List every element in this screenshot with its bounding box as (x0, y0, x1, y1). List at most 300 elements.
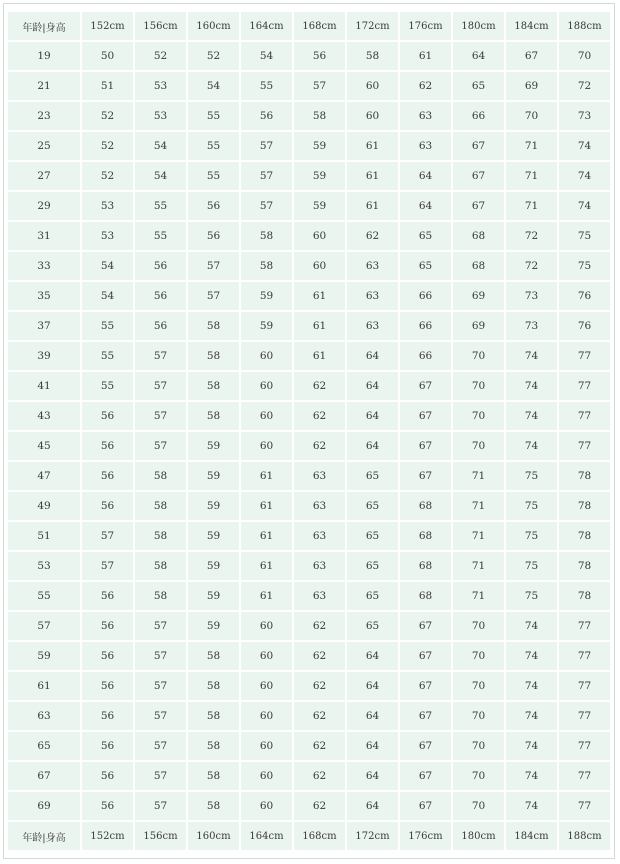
weight-cell: 56 (82, 402, 133, 430)
weight-cell: 74 (506, 342, 557, 370)
weight-cell: 77 (559, 432, 610, 460)
weight-cell: 52 (82, 162, 133, 190)
weight-cell: 57 (135, 672, 186, 700)
footer-height-152cm: 152cm (82, 822, 133, 850)
weight-cell: 64 (400, 192, 451, 220)
weight-cell: 67 (400, 792, 451, 820)
weight-cell: 55 (82, 342, 133, 370)
weight-cell: 65 (347, 582, 398, 610)
weight-cell: 70 (453, 762, 504, 790)
table-row (8, 372, 610, 400)
weight-cell: 60 (241, 612, 292, 640)
weight-cell: 70 (453, 792, 504, 820)
weight-cell: 60 (241, 792, 292, 820)
weight-cell: 57 (135, 762, 186, 790)
weight-cell: 65 (347, 462, 398, 490)
weight-cell: 67 (400, 702, 451, 730)
age-cell: 57 (8, 612, 80, 640)
weight-cell: 74 (506, 402, 557, 430)
weight-cell: 63 (294, 462, 345, 490)
header-row (8, 12, 610, 40)
weight-cell: 56 (135, 312, 186, 340)
weight-cell: 68 (400, 582, 451, 610)
weight-cell: 61 (347, 132, 398, 160)
weight-cell: 59 (188, 582, 239, 610)
weight-cell: 58 (188, 762, 239, 790)
weight-cell: 58 (135, 582, 186, 610)
age-cell: 35 (8, 282, 80, 310)
weight-cell: 71 (453, 522, 504, 550)
age-cell: 19 (8, 42, 80, 70)
weight-cell: 75 (559, 222, 610, 250)
weight-cell: 61 (241, 522, 292, 550)
weight-cell: 70 (559, 42, 610, 70)
weight-cell: 67 (400, 672, 451, 700)
weight-cell: 62 (294, 732, 345, 760)
table-row (8, 732, 610, 760)
weight-cell: 77 (559, 342, 610, 370)
age-cell: 23 (8, 102, 80, 130)
weight-cell: 63 (294, 582, 345, 610)
age-cell: 53 (8, 552, 80, 580)
weight-cell: 57 (135, 402, 186, 430)
weight-cell: 63 (294, 552, 345, 580)
weight-cell: 74 (506, 792, 557, 820)
weight-cell: 75 (506, 492, 557, 520)
weight-cell: 51 (82, 72, 133, 100)
weight-cell: 57 (241, 192, 292, 220)
table-row (8, 312, 610, 340)
table-row (8, 42, 610, 70)
weight-cell: 54 (82, 252, 133, 280)
weight-cell: 55 (188, 162, 239, 190)
weight-cell: 64 (347, 372, 398, 400)
weight-cell: 58 (188, 372, 239, 400)
weight-cell: 59 (188, 612, 239, 640)
age-cell: 49 (8, 492, 80, 520)
weight-cell: 59 (294, 162, 345, 190)
weight-cell: 56 (82, 642, 133, 670)
weight-cell: 60 (241, 672, 292, 700)
age-cell: 45 (8, 432, 80, 460)
weight-cell: 55 (82, 372, 133, 400)
weight-cell: 57 (188, 282, 239, 310)
weight-cell: 77 (559, 372, 610, 400)
weight-cell: 58 (188, 642, 239, 670)
table-row (8, 222, 610, 250)
weight-cell: 56 (82, 702, 133, 730)
weight-cell: 60 (294, 222, 345, 250)
weight-cell: 65 (347, 522, 398, 550)
weight-cell: 66 (400, 342, 451, 370)
age-cell: 51 (8, 522, 80, 550)
weight-cell: 60 (241, 732, 292, 760)
weight-cell: 56 (135, 252, 186, 280)
weight-cell: 58 (135, 462, 186, 490)
weight-cell: 62 (294, 672, 345, 700)
footer-height-168cm: 168cm (294, 822, 345, 850)
weight-cell: 70 (453, 372, 504, 400)
weight-cell: 57 (135, 732, 186, 760)
footer-row (8, 822, 610, 850)
weight-cell: 74 (506, 612, 557, 640)
footer-height-156cm: 156cm (135, 822, 186, 850)
weight-cell: 58 (188, 702, 239, 730)
table-row (8, 792, 610, 820)
weight-cell: 58 (188, 672, 239, 700)
footer-height-180cm: 180cm (453, 822, 504, 850)
weight-cell: 56 (82, 492, 133, 520)
weight-cell: 61 (294, 282, 345, 310)
weight-cell: 59 (188, 462, 239, 490)
weight-cell: 57 (135, 702, 186, 730)
weight-cell: 65 (347, 612, 398, 640)
weight-cell: 65 (347, 492, 398, 520)
weight-cell: 75 (506, 552, 557, 580)
weight-cell: 78 (559, 462, 610, 490)
weight-cell: 58 (135, 552, 186, 580)
weight-cell: 64 (347, 402, 398, 430)
weight-cell: 70 (453, 732, 504, 760)
weight-cell: 62 (294, 612, 345, 640)
footer-height-172cm: 172cm (347, 822, 398, 850)
weight-cell: 56 (241, 102, 292, 130)
table-row (8, 582, 610, 610)
weight-cell: 63 (294, 522, 345, 550)
weight-cell: 58 (188, 732, 239, 760)
weight-cell: 53 (135, 102, 186, 130)
header-height-180cm: 180cm (453, 12, 504, 40)
age-cell: 43 (8, 402, 80, 430)
weight-cell: 67 (400, 372, 451, 400)
table-row (8, 342, 610, 370)
age-cell: 39 (8, 342, 80, 370)
weight-cell: 56 (82, 762, 133, 790)
weight-cell: 64 (347, 762, 398, 790)
table-row (8, 492, 610, 520)
age-cell: 37 (8, 312, 80, 340)
weight-cell: 54 (82, 282, 133, 310)
weight-cell: 53 (82, 222, 133, 250)
weight-cell: 67 (400, 432, 451, 460)
weight-cell: 75 (506, 522, 557, 550)
weight-cell: 52 (135, 42, 186, 70)
header-height-184cm: 184cm (506, 12, 557, 40)
weight-cell: 74 (559, 162, 610, 190)
weight-cell: 74 (506, 432, 557, 460)
footer-height-184cm: 184cm (506, 822, 557, 850)
weight-height-table (6, 10, 612, 852)
table-row (8, 192, 610, 220)
weight-cell: 71 (506, 162, 557, 190)
weight-cell: 63 (400, 102, 451, 130)
weight-cell: 61 (294, 342, 345, 370)
table-row (8, 672, 610, 700)
weight-cell: 67 (453, 162, 504, 190)
weight-cell: 77 (559, 762, 610, 790)
weight-cell: 60 (241, 372, 292, 400)
weight-cell: 70 (453, 702, 504, 730)
weight-cell: 55 (188, 102, 239, 130)
weight-cell: 67 (506, 42, 557, 70)
weight-height-table-frame (3, 3, 615, 859)
weight-cell: 74 (559, 132, 610, 160)
weight-cell: 63 (347, 312, 398, 340)
age-cell: 41 (8, 372, 80, 400)
table-row (8, 552, 610, 580)
weight-cell: 77 (559, 612, 610, 640)
weight-cell: 64 (400, 162, 451, 190)
weight-cell: 58 (135, 522, 186, 550)
weight-cell: 57 (135, 372, 186, 400)
weight-cell: 56 (82, 672, 133, 700)
weight-cell: 60 (241, 702, 292, 730)
weight-cell: 61 (241, 462, 292, 490)
weight-cell: 62 (294, 402, 345, 430)
footer-corner-label: 年龄|身高 (8, 822, 80, 850)
age-cell: 47 (8, 462, 80, 490)
weight-cell: 75 (506, 582, 557, 610)
weight-cell: 55 (135, 192, 186, 220)
age-cell: 67 (8, 762, 80, 790)
table-row (8, 612, 610, 640)
weight-cell: 58 (135, 492, 186, 520)
weight-cell: 61 (400, 42, 451, 70)
age-cell: 29 (8, 192, 80, 220)
weight-cell: 71 (453, 582, 504, 610)
weight-cell: 67 (453, 192, 504, 220)
table-row (8, 102, 610, 130)
weight-cell: 69 (453, 312, 504, 340)
weight-cell: 54 (241, 42, 292, 70)
weight-cell: 56 (82, 462, 133, 490)
weight-cell: 67 (400, 732, 451, 760)
weight-cell: 60 (347, 102, 398, 130)
weight-cell: 74 (506, 672, 557, 700)
weight-cell: 76 (559, 282, 610, 310)
weight-cell: 66 (400, 282, 451, 310)
weight-cell: 56 (294, 42, 345, 70)
weight-cell: 58 (294, 102, 345, 130)
weight-cell: 71 (453, 552, 504, 580)
weight-cell: 72 (559, 72, 610, 100)
header-height-168cm: 168cm (294, 12, 345, 40)
header-height-156cm: 156cm (135, 12, 186, 40)
weight-cell: 57 (135, 792, 186, 820)
weight-cell: 64 (347, 432, 398, 460)
weight-cell: 78 (559, 582, 610, 610)
weight-cell: 63 (400, 132, 451, 160)
weight-cell: 57 (294, 72, 345, 100)
weight-cell: 60 (241, 342, 292, 370)
weight-cell: 78 (559, 522, 610, 550)
weight-cell: 73 (506, 282, 557, 310)
weight-cell: 67 (400, 762, 451, 790)
weight-cell: 74 (506, 702, 557, 730)
weight-cell: 58 (188, 792, 239, 820)
table-row (8, 252, 610, 280)
weight-cell: 60 (241, 432, 292, 460)
weight-cell: 63 (347, 252, 398, 280)
weight-cell: 56 (82, 432, 133, 460)
header-height-188cm: 188cm (559, 12, 610, 40)
footer-height-160cm: 160cm (188, 822, 239, 850)
weight-cell: 69 (453, 282, 504, 310)
weight-cell: 50 (82, 42, 133, 70)
weight-cell: 60 (294, 252, 345, 280)
weight-cell: 53 (82, 192, 133, 220)
weight-cell: 56 (82, 582, 133, 610)
weight-cell: 60 (241, 642, 292, 670)
weight-cell: 65 (400, 252, 451, 280)
weight-cell: 61 (241, 552, 292, 580)
weight-cell: 60 (241, 402, 292, 430)
weight-cell: 71 (506, 192, 557, 220)
weight-cell: 70 (453, 642, 504, 670)
weight-cell: 61 (294, 312, 345, 340)
table-row (8, 642, 610, 670)
age-cell: 59 (8, 642, 80, 670)
weight-cell: 52 (82, 132, 133, 160)
table-row (8, 762, 610, 790)
weight-cell: 56 (135, 282, 186, 310)
weight-cell: 59 (241, 312, 292, 340)
weight-cell: 70 (506, 102, 557, 130)
weight-cell: 62 (294, 372, 345, 400)
weight-cell: 58 (188, 342, 239, 370)
weight-cell: 67 (400, 402, 451, 430)
age-cell: 55 (8, 582, 80, 610)
weight-cell: 70 (453, 672, 504, 700)
age-cell: 69 (8, 792, 80, 820)
weight-cell: 77 (559, 732, 610, 760)
weight-cell: 55 (135, 222, 186, 250)
weight-cell: 64 (453, 42, 504, 70)
weight-cell: 68 (400, 522, 451, 550)
weight-cell: 57 (82, 552, 133, 580)
weight-cell: 64 (347, 342, 398, 370)
weight-cell: 61 (347, 162, 398, 190)
weight-cell: 62 (294, 792, 345, 820)
weight-cell: 73 (559, 102, 610, 130)
weight-cell: 72 (506, 222, 557, 250)
weight-cell: 71 (453, 492, 504, 520)
weight-cell: 70 (453, 612, 504, 640)
weight-cell: 77 (559, 702, 610, 730)
age-cell: 33 (8, 252, 80, 280)
weight-cell: 61 (241, 582, 292, 610)
table-row (8, 402, 610, 430)
weight-cell: 58 (347, 42, 398, 70)
weight-cell: 72 (506, 252, 557, 280)
header-height-164cm: 164cm (241, 12, 292, 40)
weight-cell: 63 (347, 282, 398, 310)
weight-cell: 77 (559, 672, 610, 700)
weight-cell: 58 (241, 252, 292, 280)
weight-cell: 75 (506, 462, 557, 490)
table-row (8, 432, 610, 460)
footer-height-188cm: 188cm (559, 822, 610, 850)
weight-cell: 57 (135, 612, 186, 640)
weight-cell: 64 (347, 672, 398, 700)
weight-cell: 69 (506, 72, 557, 100)
weight-cell: 57 (135, 342, 186, 370)
weight-cell: 62 (294, 762, 345, 790)
weight-cell: 64 (347, 642, 398, 670)
header-height-160cm: 160cm (188, 12, 239, 40)
weight-cell: 55 (241, 72, 292, 100)
weight-cell: 74 (506, 762, 557, 790)
weight-cell: 64 (347, 792, 398, 820)
age-cell: 25 (8, 132, 80, 160)
weight-cell: 53 (135, 72, 186, 100)
weight-cell: 77 (559, 642, 610, 670)
table-body (8, 42, 610, 820)
weight-cell: 76 (559, 312, 610, 340)
weight-cell: 52 (82, 102, 133, 130)
weight-cell: 78 (559, 552, 610, 580)
weight-cell: 59 (294, 132, 345, 160)
weight-cell: 70 (453, 402, 504, 430)
weight-cell: 62 (294, 702, 345, 730)
weight-cell: 62 (347, 222, 398, 250)
weight-cell: 55 (82, 312, 133, 340)
weight-cell: 64 (347, 702, 398, 730)
weight-cell: 52 (188, 42, 239, 70)
table-row (8, 72, 610, 100)
age-cell: 61 (8, 672, 80, 700)
weight-cell: 57 (135, 432, 186, 460)
table-row (8, 132, 610, 160)
age-cell: 31 (8, 222, 80, 250)
weight-cell: 67 (400, 612, 451, 640)
weight-cell: 54 (135, 132, 186, 160)
weight-cell: 59 (188, 432, 239, 460)
footer-height-164cm: 164cm (241, 822, 292, 850)
weight-cell: 56 (82, 732, 133, 760)
weight-cell: 59 (188, 492, 239, 520)
table-row (8, 462, 610, 490)
weight-cell: 57 (135, 642, 186, 670)
weight-cell: 67 (453, 132, 504, 160)
age-cell: 65 (8, 732, 80, 760)
weight-cell: 56 (188, 192, 239, 220)
weight-cell: 60 (347, 72, 398, 100)
weight-cell: 58 (241, 222, 292, 250)
weight-cell: 68 (453, 222, 504, 250)
weight-cell: 57 (241, 132, 292, 160)
weight-cell: 74 (506, 372, 557, 400)
weight-cell: 54 (188, 72, 239, 100)
weight-cell: 67 (400, 462, 451, 490)
weight-cell: 74 (559, 192, 610, 220)
weight-cell: 62 (400, 72, 451, 100)
weight-cell: 57 (241, 162, 292, 190)
table-row (8, 282, 610, 310)
weight-cell: 56 (188, 222, 239, 250)
weight-cell: 58 (188, 312, 239, 340)
weight-cell: 59 (294, 192, 345, 220)
weight-cell: 74 (506, 732, 557, 760)
weight-cell: 70 (453, 432, 504, 460)
weight-cell: 66 (400, 312, 451, 340)
weight-cell: 58 (188, 402, 239, 430)
table-row (8, 702, 610, 730)
weight-cell: 67 (400, 642, 451, 670)
age-cell: 63 (8, 702, 80, 730)
weight-cell: 68 (453, 252, 504, 280)
weight-cell: 56 (82, 792, 133, 820)
